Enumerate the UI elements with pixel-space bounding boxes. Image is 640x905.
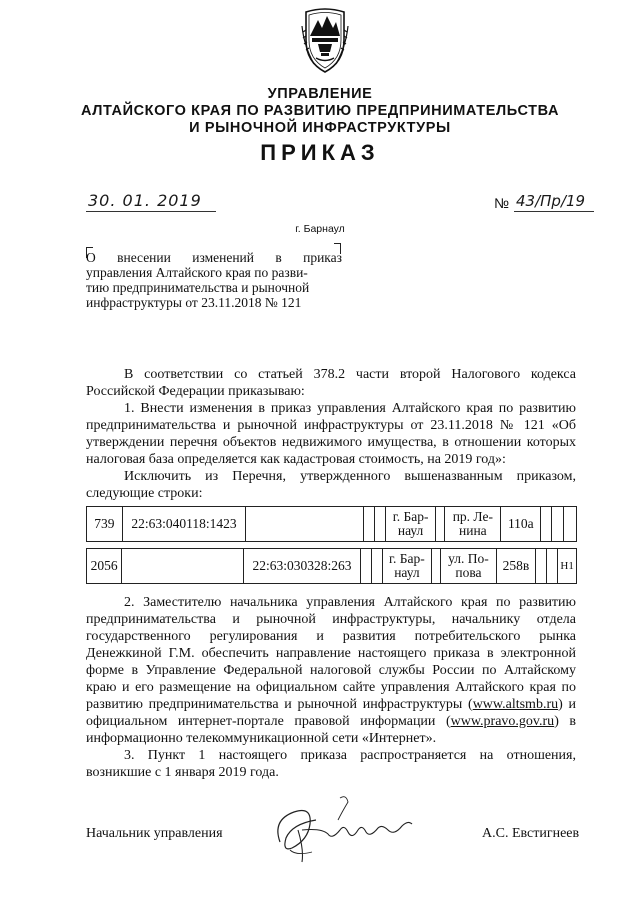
item-1-paragraph: 1. Внести изменения в приказ управления Алтайского края по развитию предпринимательства и рыночной инфраструктуры от 23.11.2018 № 121 «Об утверждении перечня объектов недвижимого имущества, в отношении которых налоговая база определяется как кадастровая стоимость, на 2019 год»: xyxy=(86,401,576,467)
city-cell: г. Бар- наул xyxy=(386,507,436,542)
cadastral-number xyxy=(122,549,244,584)
row-number: 739 xyxy=(87,507,123,542)
empty-cell xyxy=(374,507,385,542)
signatory-position: Начальник управления xyxy=(86,826,223,841)
empty-cell xyxy=(547,549,558,584)
pravo-link[interactable]: www.pravo.gov.ru xyxy=(450,714,555,729)
street-cell: пр. Ле- нина xyxy=(445,507,501,542)
altsmb-link[interactable]: www.altsmb.ru xyxy=(472,697,559,712)
subject-line-2: управления Алтайского края по разви- xyxy=(86,265,308,280)
exclude-paragraph: Исключить из Перечня, утвержденного вышеназванным приказом, следующие строки: xyxy=(86,469,576,501)
empty-cell xyxy=(552,507,563,542)
empty-cell xyxy=(360,549,371,584)
house-cell: 258в xyxy=(496,549,535,584)
document-type-title: ПРИКАЗ xyxy=(260,140,380,165)
cadastral-number: 22:63:040118:1423 xyxy=(122,507,246,542)
agency-name-line1: УПРАВЛЕНИЕ xyxy=(267,86,373,102)
subject-line-3: тию предпринимательства и рыночной xyxy=(86,280,310,295)
body-part-1 xyxy=(86,366,576,502)
subject-line-4: инфраструктуры от 23.11.2018 № 121 xyxy=(86,295,302,310)
order-subject xyxy=(86,250,342,310)
table-row xyxy=(87,507,577,542)
empty-cell xyxy=(436,507,445,542)
extra-cell xyxy=(563,507,576,542)
empty-cell xyxy=(371,549,382,584)
row-number: 2056 xyxy=(87,549,122,584)
excluded-row-table-2 xyxy=(86,548,577,584)
handwritten-signature xyxy=(232,790,432,870)
agency-name-line2: АЛТАЙСКОГО КРАЯ ПО РАЗВИТИЮ ПРЕДПРИНИМАТЕЛЬСТВА xyxy=(80,103,560,119)
street-cell: ул. По- пова xyxy=(441,549,497,584)
extra-cell: Н1 xyxy=(558,549,577,584)
city-cell: г. Бар- наул xyxy=(382,549,431,584)
signatory-name: А.С. Евстигнеев xyxy=(482,826,580,841)
order-number-label: № xyxy=(494,195,510,211)
table-row xyxy=(87,549,577,584)
cadastral-number-alt: 22:63:030328:263 xyxy=(244,549,360,584)
empty-cell xyxy=(536,549,547,584)
subject-line-1: О внесении изменений в приказ xyxy=(86,250,342,265)
issue-city: г. Барнаул xyxy=(295,223,345,235)
preamble-paragraph: В соответствии со статьей 378.2 части второй Налогового кодекса Российской Федерации приказываю: xyxy=(86,367,576,399)
house-cell: 110а xyxy=(501,507,541,542)
cadastral-number-alt xyxy=(246,507,363,542)
item-3-paragraph: 3. Пункт 1 настоящего приказа распространяется на отношения, возникшие с 1 января 2019 года. xyxy=(86,748,576,780)
empty-cell xyxy=(541,507,552,542)
item-2-paragraph: 2. Заместителю начальника управления Алтайского края по развитию предпринимательства и рыночной инфраструктуры, начальнику отдела государственного регулирования и развития потребительского рынка Денежкиной Г.М. обеспечить направление настоящего приказа в электронной форме в Управление Федеральной налоговой службы России по Алтайскому краю и его размещение на официальном сайте управления Алтайского края по развитию предпринимательства и рыночной инфраструктуры (www.altsmb.ru) и официальном интернет-портале правовой информации (www.pravo.gov.ru) в информационно телекоммуникационной сети «Интернет». xyxy=(86,595,576,746)
coat-of-arms-icon xyxy=(300,6,350,74)
body-part-2 xyxy=(86,594,576,781)
excluded-row-table-1 xyxy=(86,506,577,542)
empty-cell xyxy=(432,549,441,584)
order-number: 43/Пр/19 xyxy=(514,191,594,212)
empty-cell xyxy=(363,507,374,542)
agency-name-line3: И РЫНОЧНОЙ ИНФРАСТРУКТУРЫ xyxy=(189,120,451,136)
order-date: 30. 01. 2019 xyxy=(86,191,216,212)
